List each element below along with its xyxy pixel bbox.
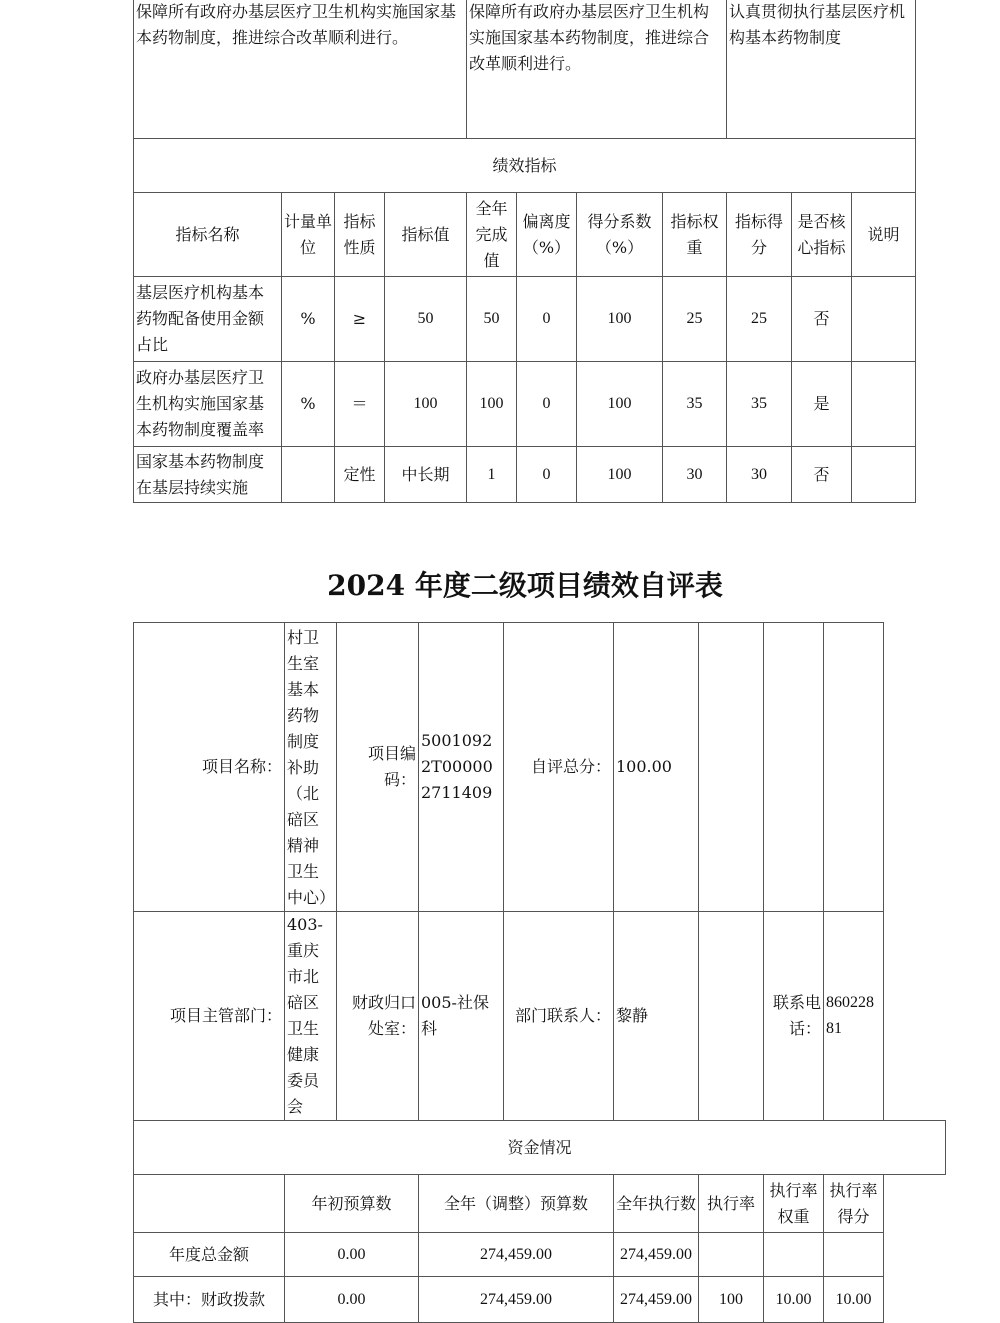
empty-cell <box>134 1175 285 1233</box>
header-cell: 得分系数（%） <box>577 193 663 277</box>
self-score: 100.00 <box>614 623 699 912</box>
header-cell: 指标得分 <box>727 193 792 277</box>
phone-label: 联系电话： <box>764 912 824 1121</box>
target: 100 <box>385 362 467 447</box>
header-cell: 全年（调整）预算数 <box>419 1175 614 1233</box>
self-score-label: 自评总分： <box>504 623 614 912</box>
core: 否 <box>792 447 852 503</box>
contact: 黎静 <box>614 912 699 1121</box>
header-cell: 是否核心指标 <box>792 193 852 277</box>
project-name-label: 项目名称： <box>134 623 285 912</box>
score: 25 <box>727 277 792 362</box>
executed: 274,459.00 <box>614 1233 699 1277</box>
header-cell: 指标值 <box>385 193 467 277</box>
weight: 25 <box>663 277 727 362</box>
performance-indicator-table <box>133 0 916 503</box>
note <box>852 277 916 362</box>
table-row <box>134 362 916 447</box>
indicator-name: 政府办基层医疗卫生机构实施国家基本药物制度覆盖率 <box>134 362 282 447</box>
header-cell: 指标名称 <box>134 193 282 277</box>
row-label: 其中：财政拨款 <box>134 1277 285 1323</box>
empty-cell <box>764 623 824 912</box>
rate-weight: 10.00 <box>764 1277 824 1323</box>
score: 30 <box>727 447 792 503</box>
section-title: 绩效指标 <box>134 139 916 193</box>
nature: 定性 <box>335 447 385 503</box>
coef: 100 <box>577 362 663 447</box>
header-cell: 偏离度（%） <box>517 193 577 277</box>
header-cell: 全年完成值 <box>467 193 517 277</box>
header-cell: 执行率 <box>699 1175 764 1233</box>
initial: 0.00 <box>285 1277 419 1323</box>
rate-score: 10.00 <box>824 1277 884 1323</box>
adjusted: 274,459.00 <box>419 1233 614 1277</box>
rate-score <box>824 1233 884 1277</box>
header-cell: 执行率权重 <box>764 1175 824 1233</box>
empty-cell <box>699 912 764 1121</box>
project-code-label: 项目编码： <box>337 623 419 912</box>
empty-cell <box>699 623 764 912</box>
project-code: 50010922T000002711409 <box>419 623 504 912</box>
dept: 403-重庆市北碚区卫生健康委员会 <box>285 912 337 1121</box>
phone: 86022881 <box>824 912 884 1121</box>
header-cell: 指标权重 <box>663 193 727 277</box>
note <box>852 447 916 503</box>
rate: 100 <box>699 1277 764 1323</box>
executed: 274,459.00 <box>614 1277 699 1323</box>
core: 是 <box>792 362 852 447</box>
dept-label: 项目主管部门： <box>134 912 285 1121</box>
goal-cell-3: 认真贯彻执行基层医疗机构基本药物制度 <box>727 0 916 139</box>
table-row <box>134 447 916 503</box>
header-cell: 全年执行数 <box>614 1175 699 1233</box>
header-cell: 执行率得分 <box>824 1175 884 1233</box>
nature: ≥ <box>335 277 385 362</box>
target: 中长期 <box>385 447 467 503</box>
row-label: 年度总金额 <box>134 1233 285 1277</box>
unit: % <box>282 362 335 447</box>
table-row <box>134 277 916 362</box>
weight: 30 <box>663 447 727 503</box>
funds-title: 资金情况 <box>134 1121 946 1175</box>
project-name: 村卫生室基本药物制度补助（北碚区精神卫生中心） <box>285 623 337 912</box>
contact-label: 部门联系人： <box>504 912 614 1121</box>
header-cell: 说明 <box>852 193 916 277</box>
deviation: 0 <box>517 277 577 362</box>
score: 35 <box>727 362 792 447</box>
unit <box>282 447 335 503</box>
project-self-evaluation-table <box>133 622 946 1323</box>
coef: 100 <box>577 277 663 362</box>
unit: % <box>282 277 335 362</box>
header-cell: 年初预算数 <box>285 1175 419 1233</box>
page-title: 2024 年度二级项目绩效自评表 <box>327 569 723 602</box>
indicator-name: 基层医疗机构基本药物配备使用金额占比 <box>134 277 282 362</box>
deviation: 0 <box>517 447 577 503</box>
finance: 005-社保科 <box>419 912 504 1121</box>
adjusted: 274,459.00 <box>419 1277 614 1323</box>
finance-label: 财政归口处室： <box>337 912 419 1121</box>
goal-cell-1: 保障所有政府办基层医疗卫生机构实施国家基本药物制度，推进综合改革顺利进行。 <box>134 0 467 139</box>
nature: ＝ <box>335 362 385 447</box>
note <box>852 362 916 447</box>
actual: 1 <box>467 447 517 503</box>
core: 否 <box>792 277 852 362</box>
coef: 100 <box>577 447 663 503</box>
actual: 50 <box>467 277 517 362</box>
target: 50 <box>385 277 467 362</box>
rate <box>699 1233 764 1277</box>
initial: 0.00 <box>285 1233 419 1277</box>
actual: 100 <box>467 362 517 447</box>
header-cell: 指标性质 <box>335 193 385 277</box>
weight: 35 <box>663 362 727 447</box>
indicator-name: 国家基本药物制度在基层持续实施 <box>134 447 282 503</box>
rate-weight <box>764 1233 824 1277</box>
deviation: 0 <box>517 362 577 447</box>
table-row <box>134 1233 946 1277</box>
table-row <box>134 1277 946 1323</box>
header-cell: 计量单位 <box>282 193 335 277</box>
goal-cell-2: 保障所有政府办基层医疗卫生机构实施国家基本药物制度，推进综合改革顺利进行。 <box>467 0 727 139</box>
empty-cell <box>824 623 884 912</box>
